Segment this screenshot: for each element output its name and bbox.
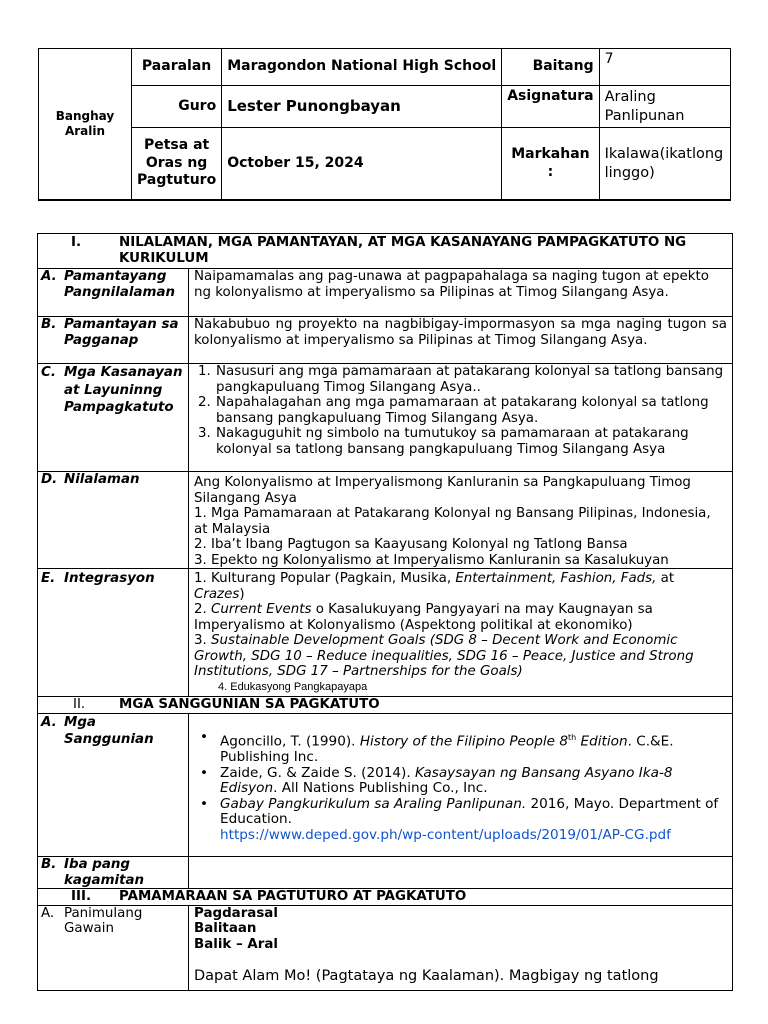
row-3a-letter: A. [41, 905, 55, 921]
petsa-label: Petsa at Oras ng Pagtuturo [132, 128, 222, 200]
section-1-title: NILALAMAN, MGA PAMANTAYAN, AT MGA KASANAYANG PAMPAGKATUTO NG KURIKULUM [119, 235, 687, 266]
list-item: 2. Napahalagahan ang mga pamamaraan at patakarang kolonyal sa tatlong bansang pangkapuluang Timog Silangang Asya. [198, 395, 709, 426]
paaralan-value: Maragondon National High School [222, 49, 502, 86]
markahan-label: Markahan : [502, 128, 599, 200]
row-d-label: Nilalaman [64, 472, 140, 487]
row-mga-kasanayan [38, 364, 733, 472]
nilalaman-line: 1. Mga Pamamaraan at Patakarang Kolonyal ng Bansang Pilipinas, Indonesia, at Malaysia [194, 506, 711, 537]
list-item: • Agoncillo, T. (1990). History of the Filipino People 8th Edition. C.&E. Publishing Inc. [200, 729, 674, 766]
row-2a-letter: A. [41, 715, 57, 730]
paaralan-label: Paaralan [132, 49, 222, 86]
iba-pang-kagamitan-value [189, 857, 733, 889]
section-2-title: MGA SANGGUNIAN SA PAGKATUTO [119, 697, 380, 712]
integrasyon-item-4: 4. Edukasyong Pangkapayapa [218, 680, 368, 693]
petsa-value: October 15, 2024 [222, 128, 502, 200]
balitaan-heading: Balitaan [194, 921, 257, 936]
row-e-letter: E. [41, 571, 56, 586]
row-mga-sanggunian [38, 714, 733, 857]
nilalaman-line: 2. Iba’t Ibang Pagtugon sa Kaayusang Kolonyal ng Tatlong Bansa [194, 537, 628, 552]
row-3a-label: Panimulang Gawain [64, 905, 143, 936]
row-c-label: Mga Kasanayan at Layuninng Pampagkatuto [64, 365, 183, 415]
lesson-plan-table [37, 233, 733, 991]
kasanayan-list [194, 364, 727, 457]
row-a-text: Naipamamalas ang pag-unawa at pagpapahalaga sa naging tugon at epekto ng kolonyalismo at imperyalismo sa Pilipinas at Timog Silangang Asya. [189, 269, 733, 317]
guro-value: Lester Punongbayan [222, 86, 502, 128]
row-panimulang-gawain [38, 905, 733, 990]
pagdarasal-heading: Pagdarasal [194, 905, 278, 921]
row-d-letter: D. [41, 472, 58, 487]
row-a-letter: A. [41, 269, 57, 284]
row-integrasyon [38, 569, 733, 697]
row-2b-letter: B. [41, 857, 57, 872]
integrasyon-item-1: 1. Kulturang Popular (Pagkain, Musika, Entertainment, Fashion, Fads, at Crazes) [194, 571, 675, 602]
row-pamantayan-sa-pagganap [38, 317, 733, 364]
markahan-value: Ikalawa(ikatlong linggo) [599, 128, 730, 200]
row-nilalaman [38, 472, 733, 569]
row-a-label: Pamantayang Pangnilalaman [64, 269, 176, 300]
nilalaman-line: 3. Epekto ng Kolonyalismo at Imperyalismo Kanluranin sa Kasalukuyan [194, 552, 669, 568]
list-item: 3. Nakaguguhit ng simbolo na tumutukoy sa pamamaraan at patakarang kolonyal sa tatlong bansang pangkapuluang Timog Silangang Asya [198, 426, 689, 457]
asignatura-value: Araling Panlipunan [599, 86, 730, 128]
row-e-label: Integrasyon [64, 571, 155, 586]
section-1-number: I. [71, 235, 82, 250]
row-pamantayang-pangnilalaman [38, 269, 733, 317]
integrasyon-item-2: 2. Current Events o Kasalukuyang Pangyayari na may Kaugnayan sa Imperyalismo at Kolonyalismo (Aspektong politikal at ekonomiko) [194, 602, 653, 633]
section-3-title: PAMAMARAAN SA PAGTUTURO AT PAGKATUTO [119, 889, 467, 904]
section-2-header [38, 697, 733, 714]
row-b-text: Nakabubuo ng proyekto na nagbibigay-impormasyon sa mga naging tugon sa kolonyalismo at imperyalismo sa Pilipinas at Timog Silangang Asya. [189, 317, 733, 364]
header-bottom-rule [38, 199, 731, 201]
row-c-letter: C. [41, 365, 56, 380]
sanggunian-list [194, 730, 727, 843]
baitang-value: 7 [599, 49, 730, 86]
section-1-header [38, 234, 733, 269]
row-2b-label: Iba pang kagamitan [64, 857, 145, 888]
guro-label: Guro [132, 86, 222, 128]
row-iba-pang-kagamitan [38, 857, 733, 889]
banghay-aralin-label: Banghay Aralin [39, 49, 132, 200]
integrasyon-item-3: 3. Sustainable Development Goals (SDG 8 – Decent Work and Economic Growth, SDG 10 – Reduce inequalities, SDG 16 – Peace, Justice and Strong Institutions, SDG 17 – Partnerships for the Goals) [194, 633, 694, 679]
asignatura-label: Asignatura [502, 86, 599, 128]
balik-aral-heading: Balik – Aral [194, 936, 278, 952]
header-table [38, 48, 731, 200]
list-item: • Gabay Pangkurikulum sa Araling Panlipunan. 2016, Mayo. Department of Education. https://www.deped.gov.ph/wp-content/uploads/2019/01/AP-CG.pdf [200, 795, 719, 843]
section-3-header [38, 889, 733, 906]
nilalaman-line: Ang Kolonyalismo at Imperyalismong Kanluranin sa Pangkapuluang Timog Silangang Asya [194, 475, 691, 506]
row-b-label: Pamantayan sa Pagganap [64, 317, 179, 348]
section-3-number: III. [71, 889, 92, 904]
curriculum-guide-link[interactable]: https://www.deped.gov.ph/wp-content/uploads/2019/01/AP-CG.pdf [220, 826, 671, 843]
baitang-label: Baitang [502, 49, 599, 86]
section-2-number: II. [73, 697, 86, 712]
dapat-alam-mo-text: Dapat Alam Mo! (Pagtataya ng Kaalaman). Magbigay ng tatlong [194, 968, 659, 984]
list-item: 1. Nasusuri ang mga pamamaraan at patakarang kolonyal sa tatlong bansang pangkapuluang Timog Silangang Asya.. [198, 364, 724, 395]
row-b-letter: B. [41, 317, 57, 332]
row-2a-label: Mga Sanggunian [64, 715, 154, 747]
list-item: • Zaide, G. & Zaide S. (2014). Kasaysayan ng Bansang Asyano Ika-8 Edisyon. All Nations Publishing Co., Inc. [200, 764, 673, 797]
